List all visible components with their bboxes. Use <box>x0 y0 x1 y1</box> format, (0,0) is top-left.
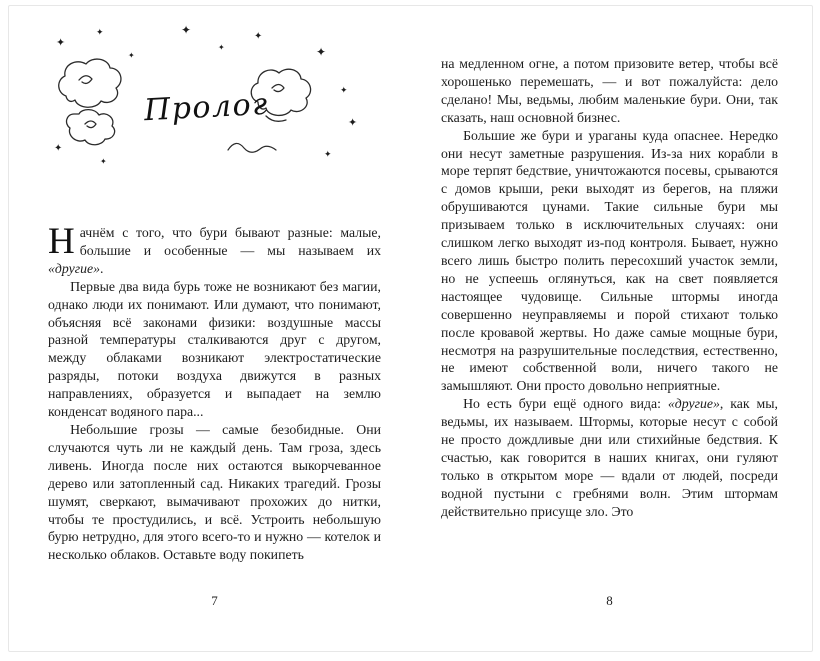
text-run-italic: «другие» <box>48 260 101 276</box>
chapter-title: Пролог <box>143 86 270 129</box>
sparkle-icon: ✦ <box>316 45 327 59</box>
cloud-doodle-icon <box>52 56 130 148</box>
chapter-header <box>48 0 381 224</box>
text-run: ачнём с того, что бури бывают разные: малые, большие и особенные — мы называем их <box>79 225 381 258</box>
drop-cap: Н <box>48 221 75 262</box>
sparkle-icon: ✦ <box>96 27 104 37</box>
sparkle-icon: ✦ <box>254 31 263 42</box>
paragraph: Небольшие грозы — самые безобидные. Они случаются чуть ли не каждый день. Там гроза, здесь ливень. Иногда после них остаются выкорчеванное дерево или затопленный сад. Никаких трагедий. Грозы шумят, сверкают, вымачивают прохожих до нитки, чтобы те простудились, и всё. Устроить небольшую бурю нетрудно, для этого всего-то и нужно — котелок и несколько облаков. Оставьте воду покипеть <box>48 421 381 563</box>
sparkle-icon: ✦ <box>100 157 107 166</box>
sparkle-icon: ✦ <box>128 51 135 60</box>
page-left <box>48 0 381 661</box>
page-number: 7 <box>211 593 218 608</box>
text-run: Но есть бури ещё одного вида: <box>463 396 668 412</box>
sparkle-icon: ✦ <box>324 149 332 159</box>
sparkle-icon: ✦ <box>218 43 225 52</box>
sparkle-icon: ✦ <box>348 117 358 129</box>
page-right <box>441 0 778 661</box>
paragraph: Первые два вида бурь тоже не возникают без магии, однако люди их понимают. Или думают, что понимают, объясняя всё законами физики: воздушные массы разной температуры сталкиваются друг с другом, между облаками возникают электростатические разряды, потоки воздуха движутся в разных направлениях, образуется и выпадает на землю конденсат водяного пара... <box>48 278 381 420</box>
text-run: . <box>100 260 104 276</box>
sparkle-icon: ✦ <box>340 85 348 95</box>
paragraph <box>48 221 381 278</box>
page-number: 8 <box>606 593 613 608</box>
paragraph: на медленном огне, а потом призовите ветер, чтобы всё хорошенько перемешать, — и вот пожалуйста: дело сделано! Мы, ведьмы, любим маленькие бури. Они, так сказать, наш основной бизнес. <box>441 56 778 125</box>
text-run-italic: «другие» <box>667 396 720 412</box>
text-run: , как мы, ведьмы, их называем. Штормы, которые несут с собой не просто дождливые дни или стихийные бедствия. К счастью, как говорится в наших книгах, они гуляют только в открытом море — вдали от людей, посреди водной пустыни с гребнями волн. Этим штормам действительно присуще зло. Это <box>441 396 778 519</box>
sparkle-icon: ✦ <box>181 23 192 37</box>
sparkle-icon: ✦ <box>54 143 63 154</box>
paragraph: Большие же бури и ураганы куда опаснее. Нередко они несут заметные разрушения. Из-за них корабли в море терпят бедствие, уничтожаются посевы, срываются с домов крыши, реки выходят из берегов, на пляжи обрушиваются цунами. Такие сильные бури мы призываем только в исключительных случаях: они слишком легко выходят из-под контроля. Бывает, нужно всего лишь быстро полить пересохший участок земли, но не успеешь оглянуться, как на свет появляется настоящее чудовище. Сильные штормы иногда совершенно неуправляемы и порой стихают только после кровавой жертвы. Но даже самые мощные бури, несмотря на разрушительные последствия, естественно, не имеют собственной воли, ничего такого не замышляют. Они просто довольно неприятные. <box>441 127 778 394</box>
swirl-doodle-icon <box>226 138 278 156</box>
paragraph <box>441 395 778 520</box>
page-text <box>48 221 381 564</box>
sparkle-icon: ✦ <box>56 37 66 49</box>
page-text <box>441 0 778 521</box>
